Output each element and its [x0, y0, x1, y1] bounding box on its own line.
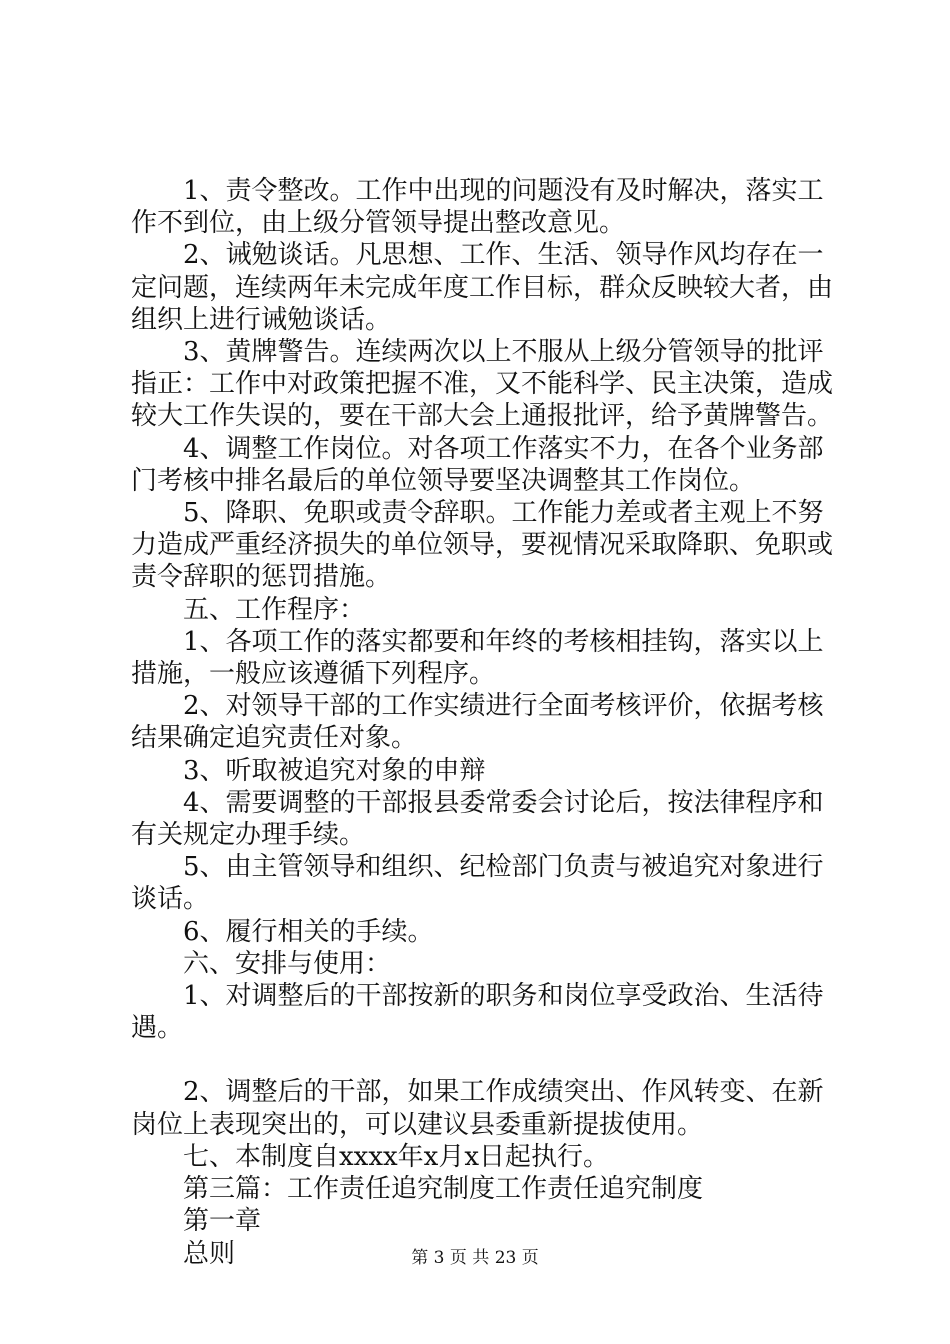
paragraph-procedure-5: 5、由主管领导和组织、纪检部门负责与被追究对象进行谈话。 [131, 852, 824, 915]
paragraph-arrangement-1: 1、对调整后的干部按新的职务和岗位享受政治、生活待遇。 [131, 981, 824, 1044]
paragraph-procedure-4: 4、需要调整的干部报县委常委会讨论后，按法律程序和有关规定办理手续。 [131, 787, 824, 851]
paragraph-part-three-title: 第三篇：工作责任追究制度工作责任追究制度 [183, 1174, 704, 1205]
paragraph-procedure-3: 3、听取被追究对象的申辩 [183, 755, 486, 786]
paragraph-adjust-post: 4、调整工作岗位。对各项工作落实不力，在各个业务部门考核中排名最后的单位领导要坚决调整其工作岗位。 [131, 433, 824, 496]
paragraph-procedure-2: 2、对领导干部的工作实绩进行全面考核评价，依据考核结果确定追究责任对象。 [131, 691, 824, 754]
page-number-footer: 第 3 页 共 23 页 [411, 1248, 539, 1268]
section-heading-arrangement: 六、安排与使用： [183, 948, 392, 979]
paragraph-procedure-1: 1、各项工作的落实都要和年终的考核相挂钩，落实以上措施，一般应该遵循下列程序。 [131, 626, 824, 690]
paragraph-yellow-card-warning: 3、黄牌警告。连续两次以上不服从上级分管领导的批评指正：工作中对政策把握不准，又不能科学、民主决策，造成较大工作失误的，要在干部大会上通报批评，给予黄牌警告。 [131, 337, 834, 432]
paragraph-rectify-order: 1、责令整改。工作中出现的问题没有及时解决，落实工作不到位，由上级分管领导提出整改意见。 [131, 176, 824, 239]
chapter-title: 总则 [183, 1238, 236, 1269]
paragraph-demotion-dismissal: 5、降职、免职或责令辞职。工作能力差或者主观上不努力造成严重经济损失的单位领导，要视情况采取降职、免职或责令辞职的惩罚措施。 [131, 498, 834, 593]
chapter-heading: 第一章 [183, 1206, 262, 1237]
section-heading-work-procedure: 五、工作程序： [183, 594, 366, 625]
document-body [131, 175, 846, 1270]
paragraph-procedure-6: 6、履行相关的手续。 [183, 916, 434, 947]
paragraph-effective-date: 七、本制度自xxxx年x月x日起执行。 [183, 1141, 609, 1172]
paragraph-arrangement-2: 2、调整后的干部，如果工作成绩突出、作风转变、在新岗位上表现突出的，可以建议县委重新提拔使用。 [131, 1077, 824, 1140]
paragraph-admonition-talk: 2、诫勉谈话。凡思想、工作、生活、领导作风均存在一定问题，连续两年未完成年度工作目标，群众反映较大者，由组织上进行诫勉谈话。 [131, 240, 834, 335]
